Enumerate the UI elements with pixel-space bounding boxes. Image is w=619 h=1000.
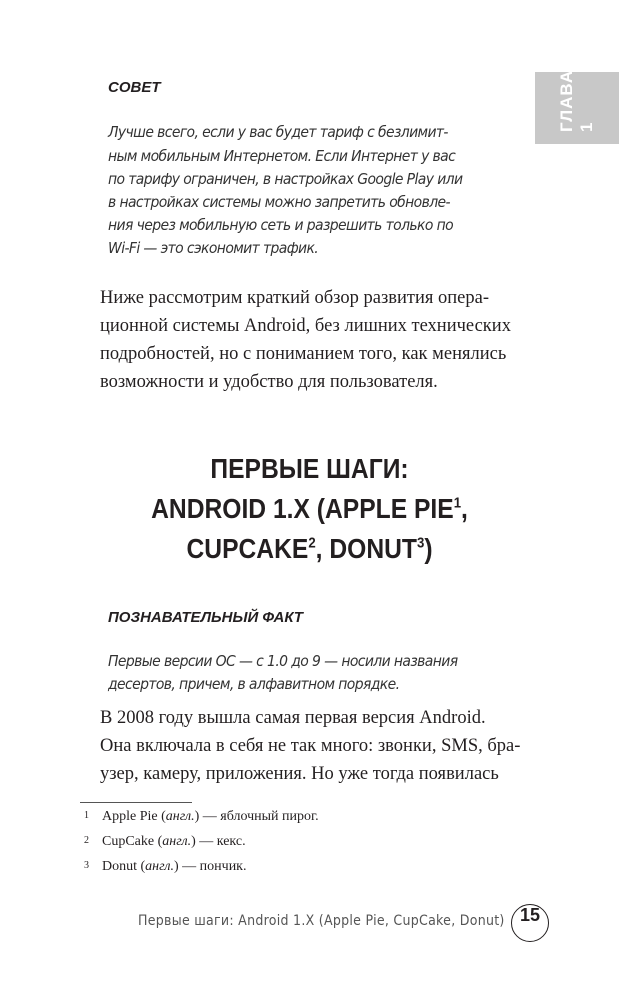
tip-line: ным мобильным Интернетом. Если Интернет у вас	[108, 147, 456, 165]
footnote: CupCake (англ.) — кекс.	[102, 834, 246, 849]
tip-line: Wi-Fi — это сэкономит трафик.	[108, 239, 319, 257]
tip-line: ния через мобильную сеть и разрешить только по	[108, 216, 454, 234]
paragraph-line: ционной системы Android, без лишних технических	[100, 316, 511, 336]
footnote-number: 2	[84, 835, 89, 846]
tip-line: по тарифу ограничен, в настройках Google Play или	[108, 170, 463, 188]
section-heading-line-2: ANDROID 1.X (APPLE PIE$^1$,	[151, 493, 468, 524]
paragraph-line: В 2008 году вышла самая первая версия Android.	[100, 708, 486, 728]
paragraph-line: Ниже рассмотрим краткий обзор развития опера-	[100, 288, 489, 308]
tip-line: Лучше всего, если у вас будет тариф с безлимит-	[108, 123, 448, 141]
fact-label: ПОЗНАВАТЕЛЬНЫЙ ФАКТ	[108, 609, 303, 626]
footnote-number: 1	[84, 810, 89, 821]
paragraph-line: узер, камеру, приложения. Но уже тогда появилась	[100, 764, 499, 784]
page-number: 15	[511, 904, 549, 942]
running-title: Первые шаги: Android 1.X (Apple Pie, CupCake, Donut)	[138, 913, 505, 929]
footnote-divider	[80, 802, 192, 803]
chapter-tab-label: ГЛАВА 1	[557, 69, 596, 132]
footnote: Apple Pie (англ.) — яблочный пирог.	[102, 809, 319, 824]
chapter-tab	[535, 69, 619, 144]
paragraph-line: Она включала в себя не так много: звонки, SMS, бра-	[100, 736, 521, 756]
paragraph-line: подробностей, но с пониманием того, как менялись	[100, 344, 507, 364]
footnote-number: 3	[84, 860, 89, 871]
section-heading-line-1: ПЕРВЫЕ ШАГИ:	[210, 453, 409, 484]
fact-line: десертов, причем, в алфавитном порядке.	[108, 675, 400, 693]
section-heading-line-3: CUPCAKE$^2$, DONUT$^3$)	[186, 533, 433, 564]
tip-label: СОВЕТ	[108, 79, 161, 96]
tip-line: в настройках системы можно запретить обновле-	[108, 193, 450, 211]
fact-line: Первые версии ОС — с 1.0 до 9 — носили названия	[108, 652, 458, 670]
footnote: Donut (англ.) — пончик.	[102, 859, 247, 874]
paragraph-line: возможности и удобство для пользователя.	[100, 372, 438, 392]
